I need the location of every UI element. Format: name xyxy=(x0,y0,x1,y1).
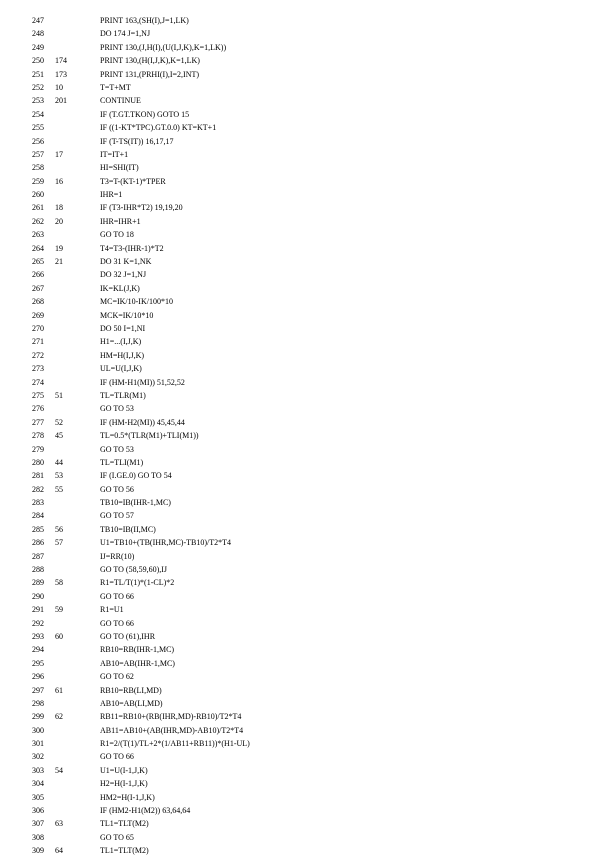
statement-text: GO TO 57 xyxy=(100,511,134,521)
code-line xyxy=(32,295,572,308)
line-number: 287 xyxy=(32,551,44,561)
statement-text: IF (I.GE.0) GO TO 54 xyxy=(100,471,172,481)
code-line xyxy=(32,108,572,121)
line-number: 267 xyxy=(32,283,44,293)
code-line xyxy=(32,416,572,429)
statement-text: IF ((1-KT*TPC).GT.0.0) KT=KT+1 xyxy=(100,123,217,133)
statement-text: AB11=AB10+(AB(IHR,MD)-AB10)/T2*T4 xyxy=(100,725,244,735)
line-number: 268 xyxy=(32,297,44,307)
statement-text: DO 31 K=1,NK xyxy=(100,257,152,267)
line-number: 289 xyxy=(32,578,44,588)
code-line xyxy=(32,255,572,268)
code-line xyxy=(32,14,572,27)
line-number: 279 xyxy=(32,444,44,454)
code-line xyxy=(32,148,572,161)
line-number: 274 xyxy=(32,377,44,387)
statement-label: 54 xyxy=(55,765,63,775)
code-line xyxy=(32,737,572,750)
statement-text: IF (HM2-H1(M2)) 63,64,64 xyxy=(100,806,191,816)
code-line xyxy=(32,777,572,790)
statement-label: 58 xyxy=(55,578,63,588)
statement-label: 10 xyxy=(55,82,63,92)
code-line xyxy=(32,376,572,389)
statement-text: RB10=RB(LI,MD) xyxy=(100,685,162,695)
statement-text: MCK=IK/10*10 xyxy=(100,310,154,320)
statement-text: H1=...(I,J,K) xyxy=(100,337,142,347)
code-line xyxy=(32,228,572,241)
code-line xyxy=(32,389,572,402)
statement-label: 59 xyxy=(55,605,63,615)
code-line xyxy=(32,135,572,148)
statement-label: 44 xyxy=(55,457,63,467)
statement-text: GO TO 66 xyxy=(100,591,134,601)
code-line xyxy=(32,603,572,616)
line-number: 249 xyxy=(32,42,44,52)
code-line xyxy=(32,349,572,362)
code-line xyxy=(32,831,572,844)
statement-label: 51 xyxy=(55,390,63,400)
line-number: 304 xyxy=(32,779,44,789)
code-line xyxy=(32,362,572,375)
statement-text: GO TO 66 xyxy=(100,618,134,628)
line-number: 286 xyxy=(32,538,44,548)
code-line xyxy=(32,670,572,683)
line-number: 252 xyxy=(32,82,44,92)
code-line xyxy=(32,309,572,322)
statement-text: IF (HM-H2(MI)) 45,45,44 xyxy=(100,417,185,427)
code-line xyxy=(32,469,572,482)
code-line xyxy=(32,41,572,54)
line-number: 253 xyxy=(32,96,44,106)
code-line xyxy=(32,523,572,536)
code-line xyxy=(32,509,572,522)
statement-text: DO 32 J=1,NJ xyxy=(100,270,147,280)
line-number: 299 xyxy=(32,712,44,722)
line-number: 303 xyxy=(32,765,44,775)
code-line xyxy=(32,81,572,94)
statement-label: 60 xyxy=(55,631,63,641)
code-line xyxy=(32,750,572,763)
statement-label: 45 xyxy=(55,431,63,441)
code-line xyxy=(32,576,572,589)
statement-label: 56 xyxy=(55,524,63,534)
line-number: 305 xyxy=(32,792,44,802)
statement-label: 62 xyxy=(55,712,63,722)
line-number: 257 xyxy=(32,149,44,159)
statement-text: PRINT 130,(H(I,J,K),K=1,LK) xyxy=(100,56,200,66)
code-line xyxy=(32,844,572,857)
statement-text: UL=U(I,J,K) xyxy=(100,364,142,374)
statement-text: HI=SHI(IT) xyxy=(100,163,139,173)
code-line xyxy=(32,68,572,81)
line-number: 272 xyxy=(32,350,44,360)
line-number: 276 xyxy=(32,404,44,414)
code-line xyxy=(32,590,572,603)
line-number: 284 xyxy=(32,511,44,521)
statement-text: R1=2/(T(1)/TL+2*(1/AB11+RB11))*(H1-UL) xyxy=(100,739,250,749)
statement-label: 17 xyxy=(55,149,63,159)
statement-text: GO TO (61),IHR xyxy=(100,631,156,641)
statement-text: IF (T3-IHR*T2) 19,19,20 xyxy=(100,203,183,213)
line-number: 263 xyxy=(32,230,44,240)
line-number: 277 xyxy=(32,417,44,427)
statement-label: 57 xyxy=(55,538,63,548)
code-line xyxy=(32,242,572,255)
statement-label: 174 xyxy=(55,56,67,66)
line-number: 283 xyxy=(32,498,44,508)
statement-text: GO TO 53 xyxy=(100,404,134,414)
line-number: 251 xyxy=(32,69,44,79)
statement-text: IF (T-TS(IT)) 16,17,17 xyxy=(100,136,174,146)
code-line xyxy=(32,817,572,830)
code-line xyxy=(32,402,572,415)
code-line xyxy=(32,121,572,134)
code-line xyxy=(32,563,572,576)
code-line xyxy=(32,456,572,469)
line-number: 302 xyxy=(32,752,44,762)
statement-text: PRINT 131,(PRHI(I),I=2,INT) xyxy=(100,69,200,79)
statement-text: GO TO 66 xyxy=(100,752,134,762)
code-line xyxy=(32,630,572,643)
line-number: 260 xyxy=(32,190,44,200)
statement-label: 52 xyxy=(55,417,63,427)
statement-text: GO TO 53 xyxy=(100,444,134,454)
statement-text: TB10=IB(IHR-1,MC) xyxy=(100,498,171,508)
statement-text: IK=KL(J,K) xyxy=(100,283,140,293)
statement-label: 18 xyxy=(55,203,63,213)
line-number: 306 xyxy=(32,806,44,816)
statement-text: MC=IK/10-IK/100*10 xyxy=(100,297,173,307)
code-line xyxy=(32,536,572,549)
line-number: 280 xyxy=(32,457,44,467)
statement-text: TB10=IB(II,MC) xyxy=(100,524,156,534)
code-line xyxy=(32,617,572,630)
line-number: 250 xyxy=(32,56,44,66)
line-number: 297 xyxy=(32,685,44,695)
code-line xyxy=(32,54,572,67)
line-number: 307 xyxy=(32,819,44,829)
statement-text: IT=IT+1 xyxy=(100,149,129,159)
line-number: 282 xyxy=(32,484,44,494)
statement-text: TL1=TLT(M2) xyxy=(100,819,149,829)
code-line xyxy=(32,710,572,723)
statement-text: TL1=TLT(M2) xyxy=(100,846,149,856)
line-number: 288 xyxy=(32,565,44,575)
statement-text: CONTINUE xyxy=(100,96,141,106)
code-line xyxy=(32,724,572,737)
line-number: 261 xyxy=(32,203,44,213)
code-listing xyxy=(32,14,572,858)
line-number: 270 xyxy=(32,323,44,333)
line-number: 309 xyxy=(32,846,44,856)
code-line xyxy=(32,483,572,496)
statement-text: AB10=AB(LI,MD) xyxy=(100,698,163,708)
line-number: 256 xyxy=(32,136,44,146)
statement-text: HM=H(I,J,K) xyxy=(100,350,145,360)
line-number: 273 xyxy=(32,364,44,374)
line-number: 296 xyxy=(32,672,44,682)
line-number: 265 xyxy=(32,257,44,267)
line-number: 262 xyxy=(32,216,44,226)
code-line xyxy=(32,27,572,40)
line-number: 300 xyxy=(32,725,44,735)
line-number: 275 xyxy=(32,390,44,400)
statement-text: TL=TLR(M1) xyxy=(100,390,146,400)
line-number: 298 xyxy=(32,698,44,708)
statement-text: AB10=AB(IHR-1,MC) xyxy=(100,658,175,668)
code-line xyxy=(32,161,572,174)
statement-label: 20 xyxy=(55,216,63,226)
code-line xyxy=(32,643,572,656)
statement-text: PRINT 163,(SH(I),J=1,LK) xyxy=(100,16,189,25)
line-number: 278 xyxy=(32,431,44,441)
line-number: 301 xyxy=(32,739,44,749)
statement-label: 61 xyxy=(55,685,63,695)
statement-text: T=T+MT xyxy=(100,82,131,92)
code-line xyxy=(32,429,572,442)
statement-text: GO TO 56 xyxy=(100,484,134,494)
statement-text: RB10=RB(IHR-1,MC) xyxy=(100,645,175,655)
statement-label: 173 xyxy=(55,69,67,79)
code-line xyxy=(32,764,572,777)
statement-label: 64 xyxy=(55,846,63,856)
line-number: 269 xyxy=(32,310,44,320)
statement-label: 21 xyxy=(55,257,63,267)
statement-text: TL=TLI(M1) xyxy=(100,457,144,467)
code-line xyxy=(32,201,572,214)
statement-label: 19 xyxy=(55,243,63,253)
statement-text: T3=T-(KT-1)*TPER xyxy=(100,176,166,186)
line-number: 291 xyxy=(32,605,44,615)
line-number: 247 xyxy=(32,16,44,25)
statement-text: DO 50 I=1,NI xyxy=(100,323,146,333)
code-line xyxy=(32,791,572,804)
statement-label: 16 xyxy=(55,176,63,186)
line-number: 292 xyxy=(32,618,44,628)
statement-label: 53 xyxy=(55,471,63,481)
line-number: 293 xyxy=(32,631,44,641)
code-line xyxy=(32,322,572,335)
line-number: 285 xyxy=(32,524,44,534)
statement-text: PRINT 130,(J,H(I),(U(I,J,K),K=1,LK)) xyxy=(100,42,227,52)
code-line xyxy=(32,215,572,228)
statement-label: 55 xyxy=(55,484,63,494)
statement-text: H2=H(I-1,J,K) xyxy=(100,779,148,789)
line-number: 248 xyxy=(32,29,44,39)
statement-text: GO TO (58,59,60),IJ xyxy=(100,565,168,575)
line-number: 271 xyxy=(32,337,44,347)
code-line xyxy=(32,684,572,697)
statement-text: IF (T.GT.TKON) GOTO 15 xyxy=(100,109,190,119)
code-line xyxy=(32,496,572,509)
line-number: 264 xyxy=(32,243,44,253)
code-line xyxy=(32,268,572,281)
statement-text: GO TO 18 xyxy=(100,230,134,240)
line-number: 266 xyxy=(32,270,44,280)
code-line xyxy=(32,188,572,201)
code-line xyxy=(32,282,572,295)
statement-text: IHR=1 xyxy=(100,190,123,200)
statement-text: R1=U1 xyxy=(100,605,124,615)
statement-text: GO TO 62 xyxy=(100,672,134,682)
line-number: 255 xyxy=(32,123,44,133)
statement-text: HM2=H(I-1,J,K) xyxy=(100,792,155,802)
statement-text: IJ=RR(10) xyxy=(100,551,135,561)
statement-text: GO TO 65 xyxy=(100,832,134,842)
line-number: 290 xyxy=(32,591,44,601)
statement-text: IF (HM-H1(MI)) 51,52,52 xyxy=(100,377,185,387)
code-line xyxy=(32,443,572,456)
statement-text: RB11=RB10+(RB(IHR,MD)-RB10)/T2*T4 xyxy=(100,712,242,722)
statement-text: U1=TB10+(TB(IHR,MC)-TB10)/T2*T4 xyxy=(100,538,232,548)
code-line xyxy=(32,657,572,670)
statement-text: U1=U(I-1,J,K) xyxy=(100,765,148,775)
line-number: 294 xyxy=(32,645,44,655)
statement-text: DO 174 J=1,NJ xyxy=(100,29,151,39)
code-line xyxy=(32,697,572,710)
code-line xyxy=(32,335,572,348)
line-number: 258 xyxy=(32,163,44,173)
statement-label: 63 xyxy=(55,819,63,829)
code-line xyxy=(32,94,572,107)
code-line xyxy=(32,804,572,817)
statement-text: T4=T3-(IHR-1)*T2 xyxy=(100,243,164,253)
line-number: 254 xyxy=(32,109,44,119)
statement-text: R1=TL/T(1)*(1-CL)*2 xyxy=(100,578,175,588)
statement-label: 201 xyxy=(55,96,67,106)
statement-text: IHR=IHR+1 xyxy=(100,216,141,226)
line-number: 308 xyxy=(32,832,44,842)
statement-text: TL=0.5*(TLR(M1)+TLI(M1)) xyxy=(100,431,199,441)
line-number: 295 xyxy=(32,658,44,668)
code-line xyxy=(32,175,572,188)
code-line xyxy=(32,550,572,563)
line-number: 259 xyxy=(32,176,44,186)
line-number: 281 xyxy=(32,471,44,481)
